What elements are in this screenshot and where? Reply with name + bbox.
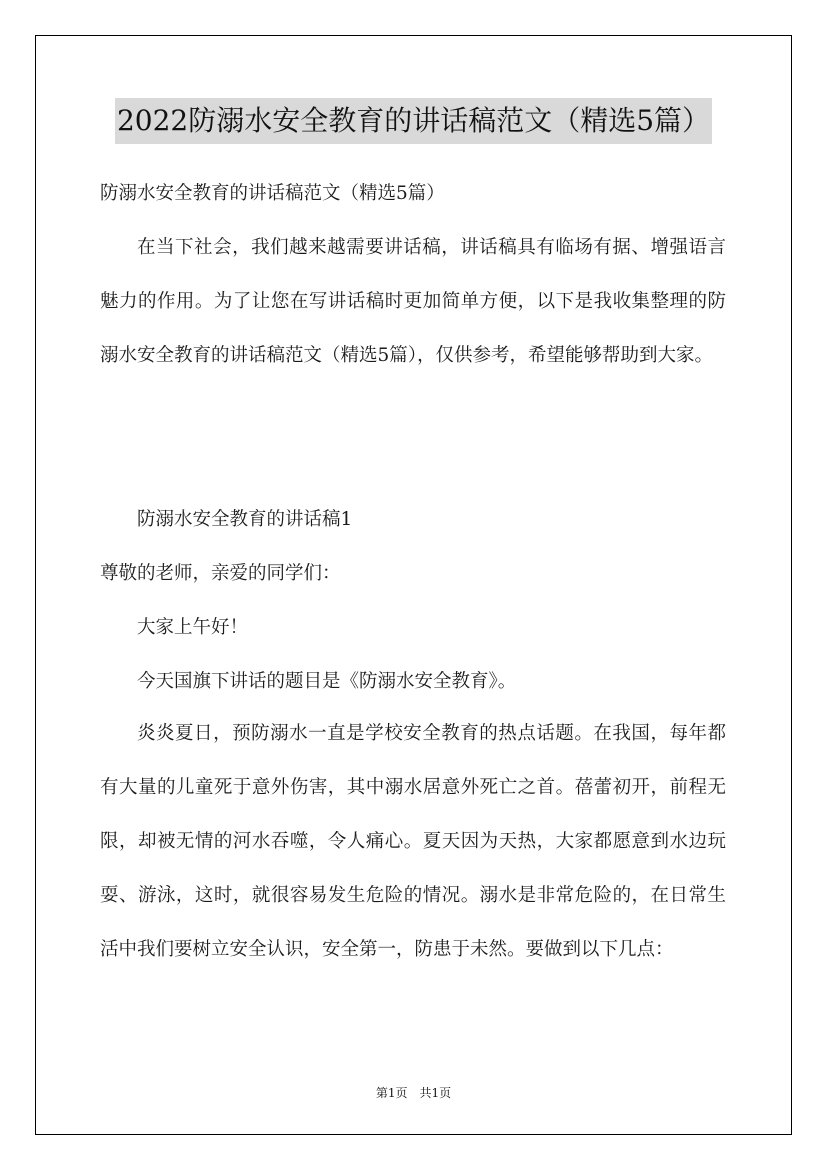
intro-paragraph: 在当下社会，我们越来越需要讲话稿，讲话稿具有临场有据、增强语言魅力的作用。为了让您在写讲话稿时更加简单方便，以下是我收集整理的防溺水安全教育的讲话稿范文（精选5篇），仅供参考，希望能够帮助到大家。 xyxy=(100,237,726,366)
title-container xyxy=(0,98,827,144)
document-title: 2022防溺水安全教育的讲话稿范文（精选5篇） xyxy=(115,98,712,144)
section-heading: 防溺水安全教育的讲话稿1 xyxy=(137,509,353,530)
page-footer: 第1页 共1页 xyxy=(375,1086,452,1100)
topic-line: 今天国旗下讲话的题目是《防溺水安全教育》。 xyxy=(137,671,517,692)
document-subtitle: 防溺水安全教育的讲话稿范文（精选5篇） xyxy=(100,183,445,204)
salutation: 尊敬的老师，亲爱的同学们： xyxy=(100,563,341,584)
greeting: 大家上午好！ xyxy=(137,617,249,638)
main-paragraph: 炎炎夏日，预防溺水一直是学校安全教育的热点话题。在我国，每年都有大量的儿童死于意外伤害，其中溺水居意外死亡之首。蓓蕾初开，前程无限，却被无情的河水吞噬，令人痛心。夏天因为天热，大家都愿意到水边玩耍、游泳，这时，就很容易发生危险的情况。溺水是非常危险的，在日常生活中我们要树立安全认识，安全第一，防患于未然。要做到以下几点： xyxy=(100,723,726,960)
